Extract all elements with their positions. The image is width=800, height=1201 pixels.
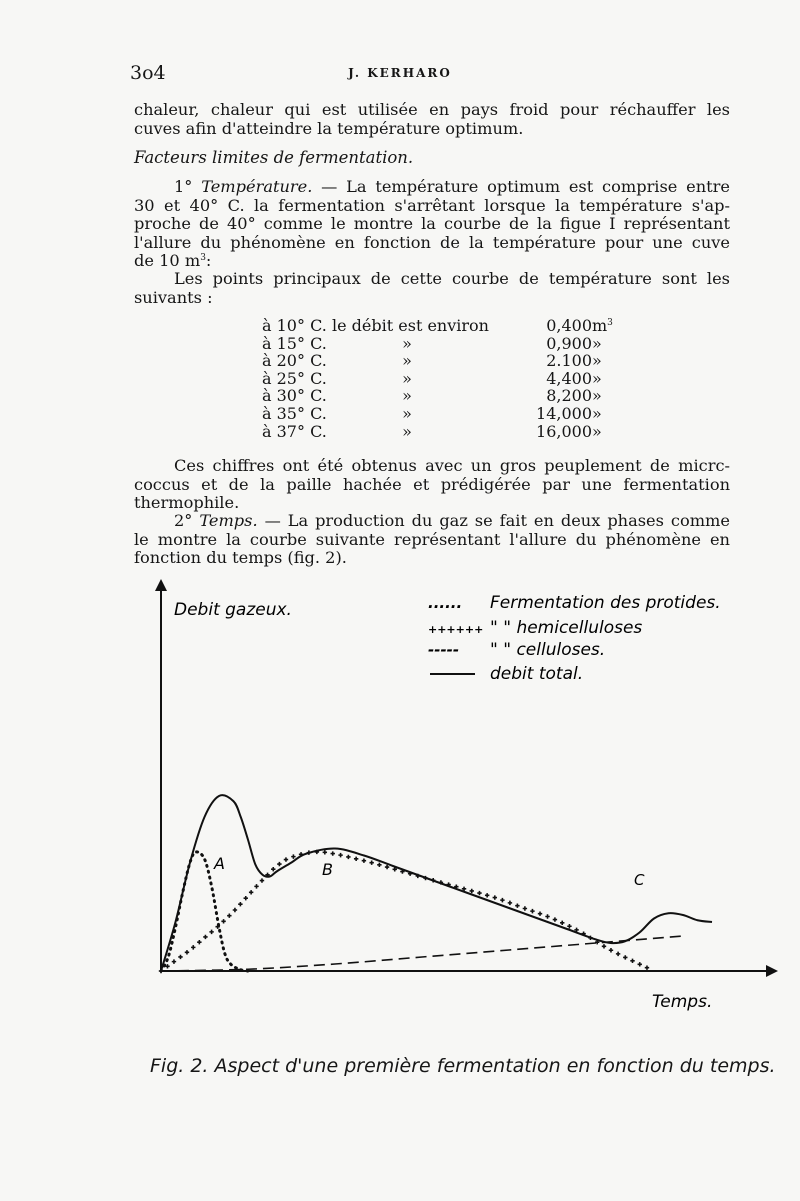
cross-mark bbox=[545, 914, 549, 918]
cross-mark bbox=[260, 878, 264, 882]
cross-mark bbox=[560, 921, 564, 925]
cross-mark bbox=[185, 950, 189, 954]
paragraph-points-intro bbox=[134, 270, 730, 307]
text-fragment: : bbox=[205, 251, 212, 270]
row-label: » bbox=[402, 351, 412, 371]
cross-mark bbox=[609, 948, 613, 952]
unit-text: » bbox=[592, 333, 602, 353]
text-line bbox=[134, 178, 730, 197]
unit-text: » bbox=[592, 386, 602, 406]
row-unit bbox=[592, 387, 613, 405]
cross-mark bbox=[362, 859, 366, 863]
temperature-points-table bbox=[262, 317, 613, 440]
cross-mark bbox=[249, 890, 253, 894]
section-heading: Facteurs limites de fermentation. bbox=[134, 148, 414, 167]
cross-mark bbox=[385, 865, 389, 869]
points-row bbox=[262, 387, 613, 405]
row-value: 8,200 bbox=[546, 386, 592, 406]
cross-mark bbox=[244, 896, 248, 900]
cross-mark bbox=[638, 962, 642, 966]
cross-mark bbox=[538, 912, 542, 916]
paragraph-temperature bbox=[134, 178, 730, 271]
row-unit bbox=[592, 405, 613, 423]
cross-mark bbox=[354, 857, 358, 861]
unit-text: » bbox=[592, 351, 602, 371]
row-label: » bbox=[402, 421, 412, 441]
text-fragment: de 10 m bbox=[134, 251, 201, 270]
cross-mark bbox=[523, 906, 527, 910]
row-value: 0,400 bbox=[546, 316, 592, 335]
cross-mark bbox=[254, 884, 258, 888]
cross-mark bbox=[616, 952, 620, 956]
row-value: 0,900 bbox=[546, 333, 592, 353]
cross-mark bbox=[477, 891, 481, 895]
cross-mark bbox=[508, 901, 512, 905]
cross-mark bbox=[284, 857, 288, 861]
cross-mark bbox=[485, 893, 489, 897]
unit-text: m bbox=[592, 316, 608, 335]
legend-marker-dashed: ----- bbox=[428, 641, 460, 659]
row-unit bbox=[592, 317, 613, 335]
item-title: Temps. bbox=[199, 511, 258, 530]
paragraph-chiffres bbox=[134, 457, 730, 513]
paragraph-temps bbox=[134, 512, 730, 568]
unit-text: » bbox=[592, 403, 602, 423]
row-temperature: à 30° C. bbox=[262, 386, 327, 406]
text-fragment: — La température optimum est comprise entre bbox=[312, 177, 730, 196]
points-row bbox=[262, 352, 613, 370]
cross-mark bbox=[227, 914, 231, 918]
cross-mark bbox=[500, 898, 504, 902]
series-crosses-hemicelluloses bbox=[159, 850, 649, 973]
text-line: fonction du temps (fig. 2). bbox=[134, 548, 347, 567]
row-unit bbox=[592, 335, 613, 353]
points-row bbox=[262, 335, 613, 353]
legend-marker-dotted: ...... bbox=[428, 594, 463, 612]
figure-caption: Fig. 2. Aspect d'une première fermentation en fonction du temps. bbox=[150, 1055, 776, 1077]
cross-mark bbox=[567, 924, 571, 928]
text-line: suivants : bbox=[134, 287, 213, 307]
legend-label: debit total. bbox=[490, 664, 584, 684]
fermentation-time-chart bbox=[0, 575, 800, 1055]
item-number: 2° bbox=[174, 511, 200, 530]
row-label: » bbox=[402, 403, 412, 423]
cross-mark bbox=[553, 917, 557, 921]
annotation-c: C bbox=[634, 871, 645, 889]
cross-mark bbox=[271, 867, 275, 871]
series-line-debit-total bbox=[161, 795, 712, 971]
cross-mark bbox=[209, 930, 213, 934]
cross-mark bbox=[197, 940, 201, 944]
points-row bbox=[262, 370, 613, 388]
text-line: thermophile. bbox=[134, 493, 240, 512]
series-layer bbox=[159, 795, 712, 973]
cross-mark bbox=[470, 889, 474, 893]
cross-mark bbox=[346, 855, 350, 859]
text-line: coccus et de la paille hachée et prédigérée par une fermentation bbox=[134, 474, 730, 494]
y-axis-label: Debit gazeux. bbox=[174, 600, 292, 620]
unit-superscript: 3 bbox=[607, 317, 613, 328]
cross-mark bbox=[602, 944, 606, 948]
row-temperature: à 20° C. bbox=[262, 351, 327, 371]
row-label: le débit est environ bbox=[332, 316, 489, 335]
cross-mark bbox=[172, 959, 176, 963]
row-unit bbox=[592, 423, 613, 441]
item-title: Température. bbox=[201, 177, 313, 196]
row-temperature: à 10° C. bbox=[262, 316, 327, 335]
cross-mark bbox=[630, 959, 634, 963]
cross-mark bbox=[493, 895, 497, 899]
annotation-b: B bbox=[322, 860, 333, 879]
cross-mark bbox=[323, 850, 327, 854]
text-line: le montre la courbe suivante représentant l'allure du phénomène en bbox=[134, 529, 730, 549]
text-line bbox=[134, 252, 730, 271]
row-value: 14,000 bbox=[536, 403, 592, 423]
cross-mark bbox=[191, 945, 195, 949]
page-number: 3o4 bbox=[130, 62, 166, 84]
cross-mark bbox=[233, 908, 237, 912]
legend-label: " " hemicelluloses bbox=[490, 618, 643, 638]
cross-mark bbox=[623, 955, 627, 959]
points-row bbox=[262, 405, 613, 423]
cross-mark bbox=[369, 861, 373, 865]
row-label: » bbox=[402, 333, 412, 353]
row-label: » bbox=[402, 386, 412, 406]
x-axis-label: Temps. bbox=[652, 992, 713, 1012]
text-line: l'allure du phénomène en fonction de la température pour une cuve bbox=[134, 232, 730, 252]
cross-mark bbox=[221, 919, 225, 923]
paragraph-chaleur bbox=[134, 101, 730, 138]
cross-mark bbox=[338, 853, 342, 857]
points-row bbox=[262, 317, 613, 335]
cross-mark bbox=[331, 851, 335, 855]
row-unit bbox=[592, 370, 613, 388]
row-label: » bbox=[402, 368, 412, 388]
cross-mark bbox=[530, 909, 534, 913]
annotation-a: A bbox=[214, 854, 225, 873]
text-line: proche de 40° comme le montre la courbe de la figue I représentant bbox=[134, 214, 730, 233]
unit-text: » bbox=[592, 421, 602, 441]
text-line: 30 et 40° C. la fermentation s'arrêtant lorsque la température s'ap- bbox=[134, 195, 730, 215]
cross-mark bbox=[377, 863, 381, 867]
cross-mark bbox=[277, 862, 281, 866]
row-temperature: à 25° C. bbox=[262, 368, 327, 388]
running-head: J. KERHARO bbox=[348, 66, 452, 80]
legend-label: Fermentation des protides. bbox=[490, 593, 721, 613]
row-temperature: à 15° C. bbox=[262, 333, 327, 353]
cross-mark bbox=[291, 854, 295, 858]
legend-marker-crosses: ++++++ bbox=[428, 623, 484, 636]
unit-text: » bbox=[592, 368, 602, 388]
text-line bbox=[134, 512, 730, 531]
cross-mark bbox=[203, 935, 207, 939]
row-value: 16,000 bbox=[536, 421, 592, 441]
row-value: 2.100 bbox=[546, 351, 592, 371]
text-fragment: — La production du gaz se fait en deux phases comme bbox=[257, 511, 730, 530]
cross-mark bbox=[238, 902, 242, 906]
row-value: 4,400 bbox=[546, 368, 592, 388]
item-number: 1° bbox=[174, 177, 202, 196]
cross-mark bbox=[645, 965, 649, 969]
points-row bbox=[262, 423, 613, 441]
text-line: cuves afin d'atteindre la température optimum. bbox=[134, 118, 524, 138]
row-temperature: à 37° C. bbox=[262, 421, 327, 441]
superscript: 3 bbox=[200, 252, 206, 263]
text-line: chaleur, chaleur qui est utilisée en pays froid pour réchauffer les bbox=[134, 100, 730, 119]
chart-legend bbox=[428, 593, 721, 684]
text-line: Les points principaux de cette courbe de température sont les bbox=[174, 269, 730, 288]
cross-mark bbox=[515, 904, 519, 908]
text-line: Ces chiffres ont été obtenus avec un gros peuplement de micrc- bbox=[174, 456, 730, 475]
row-unit bbox=[592, 352, 613, 370]
row-temperature: à 35° C. bbox=[262, 403, 327, 423]
cross-mark bbox=[178, 955, 182, 959]
legend-label: " " celluloses. bbox=[490, 640, 606, 660]
